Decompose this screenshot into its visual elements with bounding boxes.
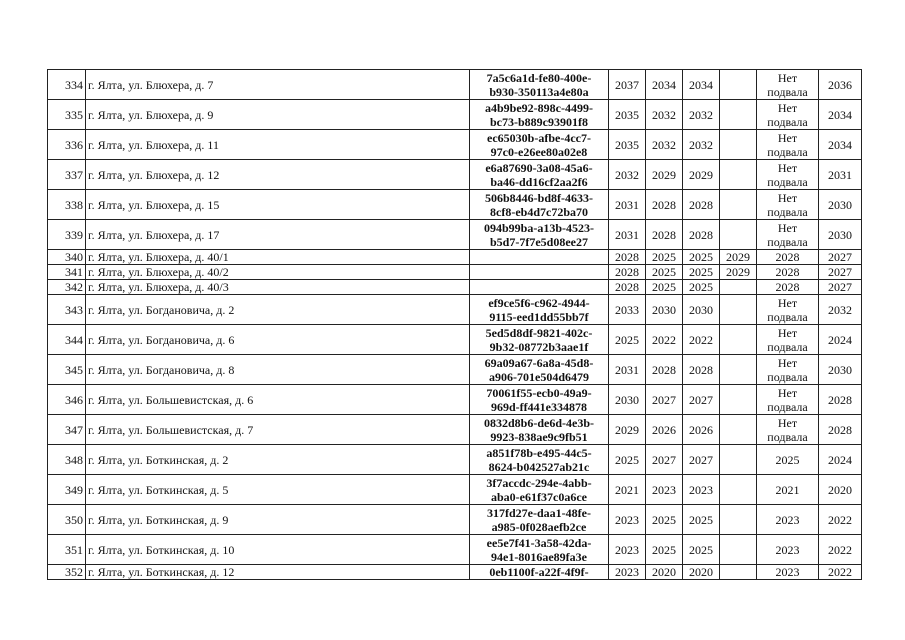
year-cell-1: 2035 — [609, 130, 646, 160]
year-cell-3: 2025 — [683, 535, 720, 565]
row-number-cell: 346 — [48, 385, 86, 415]
year-cell-2: 2023 — [646, 475, 683, 505]
year-cell-3: 2020 — [683, 565, 720, 580]
uuid-line-2: a985-0f028aefb2ce — [491, 519, 587, 534]
table-row — [48, 475, 862, 505]
basement-cell — [757, 295, 819, 325]
basement-cell — [757, 325, 819, 355]
uuid-line-1: ef9ce5f6-c962-4944- — [488, 295, 590, 310]
row-number-cell: 338 — [48, 190, 86, 220]
basement-cell — [757, 415, 819, 445]
year-cell-4 — [720, 220, 757, 250]
uuid-line-1: ee5e7f41-3a58-42da- — [486, 535, 592, 550]
uuid-cell — [470, 385, 609, 415]
basement-line-1: 2021 — [775, 482, 800, 497]
basement-line-1: Нет — [777, 160, 798, 175]
year-cell-2: 2025 — [646, 265, 683, 280]
basement-line-2: подвала — [767, 174, 808, 189]
year-cell-4: 2029 — [720, 250, 757, 265]
uuid-cell — [470, 190, 609, 220]
table-row — [48, 100, 862, 130]
basement-line-1: Нет — [777, 385, 798, 400]
table-row — [48, 250, 862, 265]
address-cell: г. Ялта, ул. Большевистская, д. 7 — [86, 415, 470, 445]
basement-cell — [757, 535, 819, 565]
basement-line-2: подвала — [767, 399, 808, 414]
uuid-line-1: 0832d8b6-de6d-4e3b- — [483, 415, 594, 430]
uuid-line-2: 9115-eed1dd55bb7f — [489, 309, 589, 324]
uuid-line-2: bc73-b889c93901f8 — [490, 114, 588, 129]
year-cell-5: 2028 — [819, 385, 862, 415]
uuid-cell — [470, 70, 609, 100]
basement-cell — [757, 505, 819, 535]
uuid-line-2: 97c0-e26ee80a02e8 — [490, 144, 588, 159]
basement-line-2: подвала — [767, 309, 808, 324]
uuid-line-1: 7a5c6a1d-fe80-400e- — [486, 70, 592, 85]
row-number-cell: 336 — [48, 130, 86, 160]
table-row — [48, 130, 862, 160]
year-cell-4 — [720, 100, 757, 130]
year-cell-3: 2028 — [683, 355, 720, 385]
row-number-cell: 347 — [48, 415, 86, 445]
year-cell-2: 2028 — [646, 355, 683, 385]
year-cell-5: 2024 — [819, 325, 862, 355]
row-number-cell: 339 — [48, 220, 86, 250]
address-cell: г. Ялта, ул. Богдановича, д. 8 — [86, 355, 470, 385]
basement-cell — [757, 250, 819, 265]
year-cell-5: 2031 — [819, 160, 862, 190]
uuid-cell — [470, 565, 609, 580]
basement-line-2: подвала — [767, 339, 808, 354]
year-cell-2: 2032 — [646, 130, 683, 160]
basement-line-1: 2028 — [775, 265, 800, 279]
basement-line-1: Нет — [777, 130, 798, 145]
table-row — [48, 415, 862, 445]
year-cell-3: 2025 — [683, 250, 720, 265]
year-cell-1: 2023 — [609, 505, 646, 535]
table-row — [48, 355, 862, 385]
row-number-cell: 352 — [48, 565, 86, 580]
basement-line-2: подвала — [767, 369, 808, 384]
year-cell-5: 2022 — [819, 565, 862, 580]
uuid-line-1: a4b9be92-898c-4499- — [485, 100, 593, 115]
year-cell-2: 2032 — [646, 100, 683, 130]
year-cell-1: 2032 — [609, 160, 646, 190]
uuid-line-1: 317fd27e-daa1-48fe- — [487, 505, 591, 520]
year-cell-5: 2027 — [819, 265, 862, 280]
year-cell-4 — [720, 160, 757, 190]
year-cell-1: 2023 — [609, 565, 646, 580]
basement-cell — [757, 265, 819, 280]
basement-cell — [757, 220, 819, 250]
uuid-line-1: 506b8446-bd8f-4633- — [484, 190, 593, 205]
year-cell-3: 2025 — [683, 265, 720, 280]
basement-line-2: подвала — [767, 234, 808, 249]
address-cell: г. Ялта, ул. Блюхера, д. 9 — [86, 100, 470, 130]
year-cell-5: 2036 — [819, 70, 862, 100]
year-cell-1: 2023 — [609, 535, 646, 565]
basement-line-1: 2023 — [775, 512, 800, 527]
uuid-cell — [470, 250, 609, 265]
uuid-cell — [470, 355, 609, 385]
year-cell-4 — [720, 325, 757, 355]
year-cell-2: 2027 — [646, 385, 683, 415]
uuid-line-1: e6a87690-3a08-45a6- — [485, 160, 593, 175]
address-cell: г. Ялта, ул. Блюхера, д. 12 — [86, 160, 470, 190]
basement-cell — [757, 160, 819, 190]
year-cell-5: 2020 — [819, 475, 862, 505]
year-cell-3: 2022 — [683, 325, 720, 355]
address-cell: г. Ялта, ул. Боткинская, д. 9 — [86, 505, 470, 535]
basement-line-2: подвала — [767, 429, 808, 444]
year-cell-1: 2031 — [609, 220, 646, 250]
year-cell-4 — [720, 415, 757, 445]
basement-cell — [757, 565, 819, 580]
year-cell-4 — [720, 565, 757, 580]
table-row — [48, 190, 862, 220]
uuid-line-2: 94e1-8016ae89fa3e — [491, 549, 587, 564]
year-cell-5: 2024 — [819, 445, 862, 475]
uuid-line-1: 5ed5d8df-9821-402c- — [485, 325, 593, 340]
table-row — [48, 565, 862, 580]
year-cell-3: 2025 — [683, 280, 720, 295]
year-cell-4 — [720, 130, 757, 160]
year-cell-4 — [720, 385, 757, 415]
uuid-cell — [470, 160, 609, 190]
year-cell-5: 2022 — [819, 535, 862, 565]
basement-line-1: Нет — [777, 415, 798, 430]
year-cell-5: 2027 — [819, 250, 862, 265]
uuid-line-1: a851f78b-e495-44c5- — [486, 445, 592, 460]
uuid-cell — [470, 265, 609, 280]
year-cell-2: 2027 — [646, 445, 683, 475]
uuid-line-1: 70061f55-ecb0-49a9- — [486, 385, 592, 400]
uuid-cell — [470, 280, 609, 295]
address-cell: г. Ялта, ул. Боткинская, д. 5 — [86, 475, 470, 505]
year-cell-5: 2030 — [819, 190, 862, 220]
year-cell-4 — [720, 475, 757, 505]
basement-cell — [757, 100, 819, 130]
address-cell: г. Ялта, ул. Богдановича, д. 2 — [86, 295, 470, 325]
address-cell: г. Ялта, ул. Богдановича, д. 6 — [86, 325, 470, 355]
address-cell: г. Ялта, ул. Блюхера, д. 40/1 — [86, 250, 470, 265]
address-cell: г. Ялта, ул. Блюхера, д. 40/3 — [86, 280, 470, 295]
year-cell-4 — [720, 70, 757, 100]
row-number-cell: 349 — [48, 475, 86, 505]
row-number-cell: 340 — [48, 250, 86, 265]
table-row — [48, 385, 862, 415]
year-cell-4 — [720, 505, 757, 535]
uuid-line-2: a906-701e504d6479 — [489, 369, 589, 384]
basement-line-1: Нет — [777, 70, 798, 85]
basement-line-1: 2025 — [775, 452, 800, 467]
year-cell-5: 2030 — [819, 355, 862, 385]
table-row — [48, 325, 862, 355]
year-cell-1: 2037 — [609, 70, 646, 100]
table-row — [48, 505, 862, 535]
year-cell-5: 2027 — [819, 280, 862, 295]
basement-line-2: подвала — [767, 144, 808, 159]
uuid-line-2: b5d7-7f7e5d08ee27 — [490, 234, 588, 249]
year-cell-3: 2028 — [683, 220, 720, 250]
year-cell-3: 2023 — [683, 475, 720, 505]
uuid-line-1: 69a09a67-6a8a-45d8- — [484, 355, 594, 370]
year-cell-5: 2022 — [819, 505, 862, 535]
address-cell: г. Ялта, ул. Боткинская, д. 10 — [86, 535, 470, 565]
year-cell-2: 2025 — [646, 505, 683, 535]
row-number-cell: 342 — [48, 280, 86, 295]
year-cell-2: 2025 — [646, 250, 683, 265]
year-cell-1: 2028 — [609, 280, 646, 295]
year-cell-1: 2030 — [609, 385, 646, 415]
year-cell-4 — [720, 445, 757, 475]
uuid-line-1: 3f7accdc-294e-4abb- — [486, 475, 592, 490]
basement-cell — [757, 280, 819, 295]
table-body — [48, 70, 862, 580]
row-number-cell: 341 — [48, 265, 86, 280]
year-cell-5: 2028 — [819, 415, 862, 445]
year-cell-3: 2027 — [683, 385, 720, 415]
year-cell-2: 2025 — [646, 535, 683, 565]
basement-line-1: 2023 — [775, 542, 800, 557]
year-cell-1: 2025 — [609, 445, 646, 475]
row-number-cell: 337 — [48, 160, 86, 190]
uuid-cell — [470, 535, 609, 565]
address-cell: г. Ялта, ул. Блюхера, д. 40/2 — [86, 265, 470, 280]
address-cell: г. Ялта, ул. Боткинская, д. 12 — [86, 565, 470, 580]
basement-cell — [757, 475, 819, 505]
year-cell-1: 2029 — [609, 415, 646, 445]
address-cell: г. Ялта, ул. Блюхера, д. 7 — [86, 70, 470, 100]
year-cell-2: 2028 — [646, 190, 683, 220]
basement-line-1: Нет — [777, 325, 798, 340]
table-row — [48, 220, 862, 250]
year-cell-2: 2026 — [646, 415, 683, 445]
year-cell-2: 2034 — [646, 70, 683, 100]
year-cell-4 — [720, 535, 757, 565]
uuid-line-2: aba0-e61f37c0a6ce — [491, 489, 587, 504]
basement-line-2: подвала — [767, 204, 808, 219]
address-cell: г. Ялта, ул. Блюхера, д. 15 — [86, 190, 470, 220]
row-number-cell: 344 — [48, 325, 86, 355]
uuid-line-1: 0eb1100f-a22f-4f9f- — [489, 565, 589, 579]
year-cell-2: 2029 — [646, 160, 683, 190]
basement-line-1: 2028 — [775, 250, 800, 264]
table-row — [48, 160, 862, 190]
basement-cell — [757, 445, 819, 475]
year-cell-2: 2028 — [646, 220, 683, 250]
year-cell-3: 2034 — [683, 70, 720, 100]
year-cell-5: 2034 — [819, 130, 862, 160]
uuid-cell — [470, 295, 609, 325]
uuid-line-2: 969d-ff441e334878 — [491, 399, 587, 414]
table-row — [48, 70, 862, 100]
uuid-cell — [470, 505, 609, 535]
basement-line-1: Нет — [777, 220, 798, 235]
uuid-line-2: 8cf8-eb4d7c72ba70 — [490, 204, 588, 219]
year-cell-2: 2030 — [646, 295, 683, 325]
year-cell-1: 2033 — [609, 295, 646, 325]
basement-line-1: 2028 — [775, 280, 800, 294]
year-cell-1: 2031 — [609, 355, 646, 385]
address-cell: г. Ялта, ул. Боткинская, д. 2 — [86, 445, 470, 475]
uuid-line-2: ba46-dd16cf2aa2f6 — [490, 174, 588, 189]
row-number-cell: 345 — [48, 355, 86, 385]
table-row — [48, 535, 862, 565]
year-cell-4 — [720, 190, 757, 220]
year-cell-1: 2035 — [609, 100, 646, 130]
uuid-line-2: b930-350113a4e80a — [489, 84, 589, 99]
year-cell-2: 2020 — [646, 565, 683, 580]
basement-line-1: 2023 — [775, 565, 800, 579]
uuid-cell — [470, 415, 609, 445]
uuid-line-2: 9b32-08772b3aae1f — [489, 339, 589, 354]
uuid-line-2: 9923-838ae9c9fb51 — [490, 429, 588, 444]
year-cell-5: 2034 — [819, 100, 862, 130]
row-number-cell: 343 — [48, 295, 86, 325]
basement-line-2: подвала — [767, 114, 808, 129]
year-cell-4 — [720, 280, 757, 295]
year-cell-1: 2028 — [609, 265, 646, 280]
basement-cell — [757, 70, 819, 100]
uuid-cell — [470, 130, 609, 160]
buildings-table — [47, 69, 862, 580]
uuid-cell — [470, 325, 609, 355]
year-cell-2: 2025 — [646, 280, 683, 295]
year-cell-3: 2032 — [683, 100, 720, 130]
uuid-line-1: 094b99ba-a13b-4523- — [483, 220, 594, 235]
basement-cell — [757, 130, 819, 160]
row-number-cell: 348 — [48, 445, 86, 475]
address-cell: г. Ялта, ул. Блюхера, д. 17 — [86, 220, 470, 250]
year-cell-1: 2021 — [609, 475, 646, 505]
year-cell-3: 2027 — [683, 445, 720, 475]
basement-line-1: Нет — [777, 295, 798, 310]
year-cell-3: 2032 — [683, 130, 720, 160]
year-cell-5: 2030 — [819, 220, 862, 250]
basement-cell — [757, 385, 819, 415]
basement-cell — [757, 355, 819, 385]
uuid-cell — [470, 445, 609, 475]
year-cell-1: 2025 — [609, 325, 646, 355]
year-cell-4 — [720, 295, 757, 325]
table-row — [48, 295, 862, 325]
table-row — [48, 445, 862, 475]
row-number-cell: 335 — [48, 100, 86, 130]
uuid-cell — [470, 220, 609, 250]
year-cell-3: 2026 — [683, 415, 720, 445]
year-cell-1: 2028 — [609, 250, 646, 265]
row-number-cell: 351 — [48, 535, 86, 565]
year-cell-4 — [720, 355, 757, 385]
row-number-cell: 350 — [48, 505, 86, 535]
address-cell: г. Ялта, ул. Блюхера, д. 11 — [86, 130, 470, 160]
table-row — [48, 280, 862, 295]
basement-line-1: Нет — [777, 190, 798, 205]
uuid-cell — [470, 100, 609, 130]
row-number-cell: 334 — [48, 70, 86, 100]
year-cell-3: 2029 — [683, 160, 720, 190]
uuid-line-1: ec65030b-afbe-4cc7- — [487, 130, 591, 145]
basement-cell — [757, 190, 819, 220]
uuid-cell — [470, 475, 609, 505]
basement-line-1: Нет — [777, 355, 798, 370]
year-cell-5: 2032 — [819, 295, 862, 325]
year-cell-4: 2029 — [720, 265, 757, 280]
uuid-line-2: 8624-b042527ab21c — [488, 459, 590, 474]
year-cell-3: 2025 — [683, 505, 720, 535]
table-row — [48, 265, 862, 280]
year-cell-2: 2022 — [646, 325, 683, 355]
year-cell-1: 2031 — [609, 190, 646, 220]
basement-line-1: Нет — [777, 100, 798, 115]
year-cell-3: 2030 — [683, 295, 720, 325]
year-cell-3: 2028 — [683, 190, 720, 220]
address-cell: г. Ялта, ул. Большевистская, д. 6 — [86, 385, 470, 415]
basement-line-2: подвала — [767, 84, 808, 99]
